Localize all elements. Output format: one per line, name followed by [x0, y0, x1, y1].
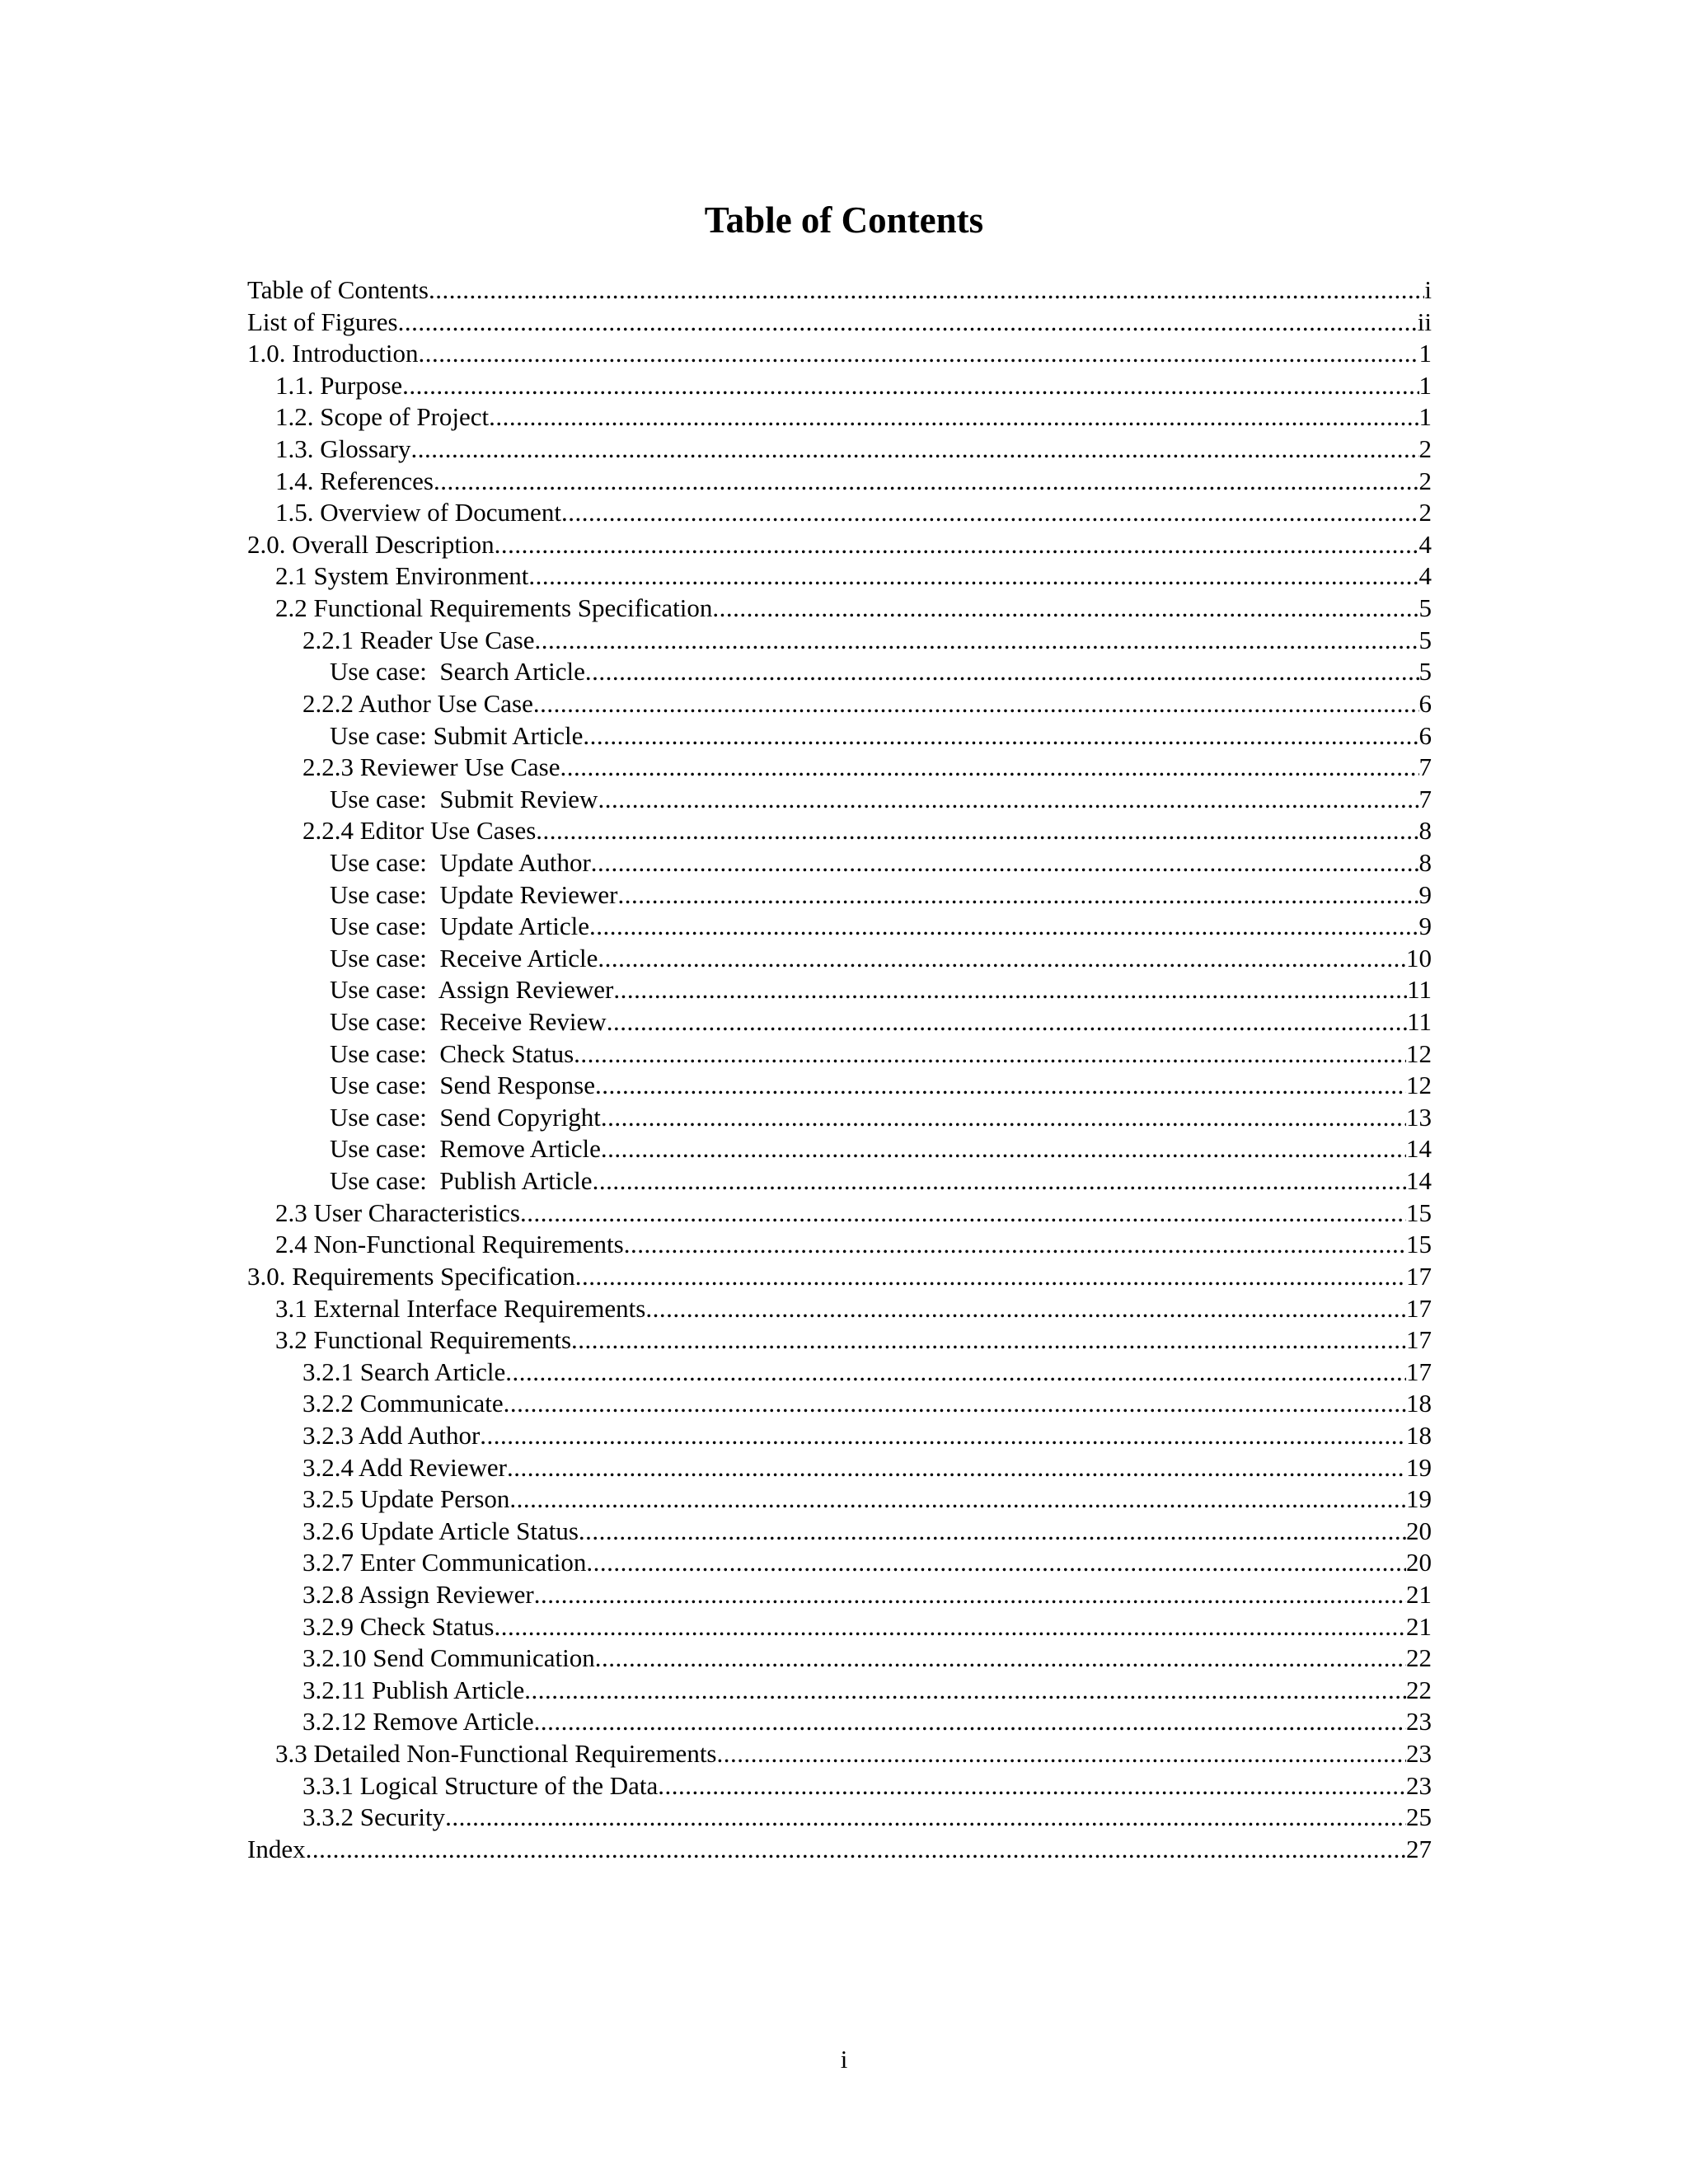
toc-entry-label: Use case: Publish Article [330, 1166, 593, 1196]
toc-entry[interactable] [247, 1102, 1432, 1134]
toc-entry[interactable] [247, 1547, 1432, 1579]
toc-entry-page-number: 2 [1418, 434, 1432, 464]
toc-dot-leader [617, 879, 1418, 912]
toc-dot-leader [607, 1006, 1407, 1038]
toc-dot-leader [658, 1770, 1406, 1802]
toc-dot-leader [595, 1070, 1406, 1102]
toc-entry-label: 1.3. Glossary [275, 434, 411, 464]
toc-entry-label: 2.2.4 Editor Use Cases [302, 816, 537, 846]
toc-entry-label: 3.3.1 Logical Structure of the Data [302, 1770, 659, 1800]
toc-entry-label: 2.4 Non-Functional Requirements [275, 1230, 624, 1259]
toc-entry-label: 3.2.9 Check Status [302, 1611, 495, 1641]
toc-dot-leader [595, 1643, 1406, 1675]
toc-entry-label: Use case: Receive Article [330, 943, 598, 972]
toc-dot-leader [434, 466, 1419, 498]
toc-entry-page-number: 19 [1406, 1484, 1432, 1514]
toc-entry-page-number: 8 [1418, 847, 1432, 877]
toc-entry-label: Use case: Remove Article [330, 1134, 601, 1164]
toc-dot-leader [419, 338, 1419, 370]
toc-dot-leader [598, 784, 1418, 816]
toc-dot-leader [398, 307, 1418, 339]
toc-dot-leader [528, 560, 1418, 593]
toc-entry-page-number: 5 [1418, 625, 1432, 654]
toc-dot-leader [520, 1197, 1406, 1230]
toc-entry-label: 3.2.3 Add Author [302, 1420, 481, 1450]
toc-entry-page-number: 18 [1406, 1389, 1432, 1418]
toc-entry-page-number: 1 [1418, 402, 1432, 432]
toc-entry-label: 2.3 User Characteristics [275, 1197, 520, 1227]
toc-entry-label: 3.2.6 Update Article Status [302, 1516, 579, 1545]
toc-entry[interactable] [247, 720, 1432, 752]
toc-entry-page-number: 5 [1418, 593, 1432, 623]
toc-entry-label: List of Figures [247, 307, 398, 336]
toc-entry[interactable] [247, 847, 1432, 879]
toc-entry-page-number: 17 [1406, 1357, 1432, 1386]
toc-entry-label: Use case: Check Status [330, 1038, 574, 1068]
toc-entry[interactable] [247, 1197, 1432, 1230]
toc-dot-leader [504, 1388, 1406, 1420]
toc-entry[interactable] [247, 1643, 1432, 1675]
toc-entry[interactable] [247, 943, 1432, 975]
toc-entry[interactable] [247, 1483, 1432, 1516]
toc-entry-page-number: 15 [1406, 1230, 1432, 1259]
toc-dot-leader [480, 1420, 1406, 1452]
toc-entry[interactable] [247, 1038, 1432, 1071]
toc-entry-label: 3.2.1 Search Article [302, 1357, 506, 1386]
toc-entry-page-number: 20 [1406, 1548, 1432, 1577]
toc-entry-page-number: 17 [1406, 1261, 1432, 1291]
toc-dot-leader [536, 815, 1418, 847]
toc-entry[interactable] [247, 1070, 1432, 1102]
toc-entry[interactable] [247, 338, 1432, 370]
toc-entry-page-number: 22 [1406, 1643, 1432, 1673]
toc-entry[interactable] [247, 497, 1432, 529]
toc-entry-label: Use case: Search Article [330, 657, 585, 687]
toc-dot-leader [507, 1452, 1406, 1484]
toc-entry-label: 3.2.11 Publish Article [302, 1675, 525, 1704]
toc-entry-page-number: 5 [1418, 657, 1432, 687]
toc-entry-label: 3.1 External Interface Requirements [275, 1293, 646, 1323]
toc-entry[interactable] [247, 974, 1432, 1006]
toc-entry-label: 1.2. Scope of Project [275, 402, 490, 432]
toc-entry-page-number: 8 [1418, 816, 1432, 846]
toc-entry-label: Table of Contents [247, 275, 429, 304]
toc-entry-page-number: 14 [1406, 1134, 1432, 1164]
toc-entry[interactable] [247, 593, 1432, 625]
toc-entry[interactable] [247, 1293, 1432, 1325]
toc-entry-label: 1.4. References [275, 466, 434, 495]
footer-page-number: i [840, 2045, 848, 2074]
toc-entry[interactable] [247, 752, 1432, 784]
toc-entry-page-number: 12 [1406, 1071, 1432, 1100]
toc-entry[interactable] [247, 1579, 1432, 1611]
toc-entry-page-number: 21 [1406, 1579, 1432, 1609]
toc-dot-leader [645, 1293, 1406, 1325]
toc-entry[interactable] [247, 307, 1432, 339]
toc-entry-page-number: 11 [1407, 1007, 1432, 1037]
toc-dot-leader [601, 1133, 1406, 1165]
toc-entry-label: 2.1 System Environment [275, 561, 529, 591]
toc-entry-page-number: 17 [1406, 1325, 1432, 1355]
toc-dot-leader [306, 1834, 1406, 1866]
toc-entry[interactable] [247, 466, 1432, 498]
toc-entry-label: 2.2.3 Reviewer Use Case [302, 752, 560, 782]
toc-dot-leader [613, 974, 1407, 1006]
toc-entry[interactable] [247, 1420, 1432, 1452]
toc-entry-page-number: 27 [1406, 1834, 1432, 1863]
toc-entry-page-number: 2 [1418, 498, 1432, 527]
toc-entry-label: 3.2.7 Enter Communication [302, 1548, 587, 1577]
toc-entry-label: 3.2.12 Remove Article [302, 1707, 534, 1736]
toc-entry[interactable] [247, 1388, 1432, 1420]
toc-dot-leader [579, 1516, 1406, 1548]
toc-entry-label: Use case: Send Response [330, 1071, 595, 1100]
toc-dot-leader [624, 1229, 1406, 1261]
toc-entry-page-number: 6 [1418, 720, 1432, 750]
toc-dot-leader [535, 625, 1419, 657]
toc-entry-label: 2.2 Functional Requirements Specification [275, 593, 713, 623]
toc-entry-label: 2.2.1 Reader Use Case [302, 625, 535, 654]
toc-entry[interactable] [247, 1006, 1432, 1038]
toc-entry-page-number: 22 [1406, 1675, 1432, 1704]
toc-entry[interactable] [247, 529, 1432, 561]
toc-entry-label: 3.0. Requirements Specification [247, 1261, 575, 1291]
toc-entry[interactable] [247, 1452, 1432, 1484]
toc-dot-leader [591, 847, 1419, 879]
toc-entry-label: 1.1. Purpose [275, 370, 403, 400]
toc-dot-leader [571, 1324, 1406, 1357]
toc-entry[interactable] [247, 1675, 1432, 1707]
toc-dot-leader [583, 720, 1418, 752]
toc-entry-label: 3.3 Detailed Non-Functional Requirements [275, 1739, 717, 1769]
toc-dot-leader [489, 401, 1418, 434]
toc-dot-leader [429, 274, 1424, 307]
toc-entry[interactable] [247, 1324, 1432, 1357]
toc-entry-label: 1.5. Overview of Document [275, 498, 561, 527]
toc-entry[interactable] [247, 560, 1432, 593]
toc-entry-label: 1.0. Introduction [247, 339, 419, 368]
toc-entry[interactable] [247, 879, 1432, 912]
toc-dot-leader [509, 1483, 1406, 1516]
toc-entry-page-number: 13 [1406, 1102, 1432, 1132]
toc-entry-page-number: i [1424, 275, 1432, 304]
toc-entry-label: Use case: Update Article [330, 912, 590, 941]
toc-entry-label: Use case: Assign Reviewer [330, 975, 614, 1005]
toc-entry-label: 2.0. Overall Description [247, 529, 495, 559]
toc-dot-leader [560, 752, 1419, 784]
toc-entry-page-number: 18 [1406, 1420, 1432, 1450]
toc-entry-page-number: 7 [1418, 784, 1432, 813]
toc-dot-leader [505, 1357, 1406, 1389]
toc-entry-label: Index [247, 1834, 306, 1863]
toc-entry[interactable] [247, 1770, 1432, 1802]
toc-entry-page-number: 9 [1418, 912, 1432, 941]
toc-entry-label: 3.2.8 Assign Reviewer [302, 1579, 534, 1609]
toc-dot-leader [598, 943, 1406, 975]
toc-entry[interactable] [247, 1834, 1432, 1866]
toc-entry-page-number: 4 [1418, 529, 1432, 559]
toc-entry[interactable] [247, 656, 1432, 688]
toc-dot-leader [589, 911, 1418, 943]
toc-entry[interactable] [247, 1802, 1432, 1834]
toc-dot-leader [534, 1706, 1406, 1738]
toc-dot-leader [495, 1611, 1407, 1643]
toc-entry[interactable] [247, 1516, 1432, 1548]
toc-entry[interactable] [247, 434, 1432, 466]
toc-entry-page-number: 7 [1418, 752, 1432, 782]
toc-entry-label: 3.2 Functional Requirements [275, 1325, 572, 1355]
toc-entry-page-number: 2 [1418, 466, 1432, 495]
toc-dot-leader [574, 1038, 1406, 1071]
toc-entry[interactable] [247, 401, 1432, 434]
toc-entry[interactable] [247, 274, 1432, 307]
toc-dot-leader [534, 1579, 1406, 1611]
toc-entry-label: Use case: Submit Review [330, 784, 598, 813]
toc-entry-page-number: 19 [1406, 1452, 1432, 1482]
toc-entry-label: Use case: Submit Article [330, 720, 584, 750]
toc-entry-label: 3.2.5 Update Person [302, 1484, 510, 1514]
toc-dot-leader [524, 1675, 1406, 1707]
toc-entry-page-number: 1 [1418, 339, 1432, 368]
toc-entry-label: Use case: Send Copyright [330, 1102, 601, 1132]
toc-dot-leader [593, 1165, 1406, 1197]
toc-entry-label: 3.3.2 Security [302, 1802, 446, 1832]
table-of-contents-list [247, 274, 1432, 1865]
toc-entry-label: 3.2.4 Add Reviewer [302, 1452, 507, 1482]
toc-dot-leader [586, 1547, 1406, 1579]
toc-entry-page-number: 10 [1406, 943, 1432, 972]
toc-entry-label: Use case: Update Author [330, 847, 591, 877]
toc-entry-label: Use case: Update Reviewer [330, 879, 618, 909]
toc-entry-page-number: 6 [1418, 688, 1432, 718]
toc-entry-page-number: 9 [1418, 879, 1432, 909]
toc-entry-page-number: 15 [1406, 1197, 1432, 1227]
toc-entry-label: 2.2.2 Author Use Case [302, 688, 533, 718]
toc-entry[interactable] [247, 1357, 1432, 1389]
toc-entry-page-number: 21 [1406, 1611, 1432, 1641]
toc-dot-leader [495, 529, 1419, 561]
toc-entry[interactable] [247, 370, 1432, 402]
toc-entry-page-number: 1 [1418, 370, 1432, 400]
toc-entry[interactable] [247, 784, 1432, 816]
toc-entry-page-number: 25 [1406, 1802, 1432, 1832]
toc-entry[interactable] [247, 815, 1432, 847]
toc-entry-page-number: 20 [1406, 1516, 1432, 1545]
toc-entry-page-number: 17 [1406, 1293, 1432, 1323]
toc-dot-leader [717, 1738, 1407, 1770]
toc-entry[interactable] [247, 1738, 1432, 1770]
toc-entry[interactable] [247, 1229, 1432, 1261]
toc-dot-leader [575, 1261, 1406, 1293]
toc-dot-leader [601, 1102, 1406, 1134]
toc-entry-page-number: 14 [1406, 1166, 1432, 1196]
toc-entry-page-number: 11 [1407, 975, 1432, 1005]
toc-entry[interactable] [247, 1165, 1432, 1197]
toc-entry[interactable] [247, 1706, 1432, 1738]
toc-dot-leader [585, 656, 1419, 688]
toc-dot-leader [402, 370, 1418, 402]
toc-dot-leader [533, 688, 1419, 720]
toc-entry-label: 3.2.10 Send Communication [302, 1643, 595, 1673]
toc-entry-page-number: 23 [1406, 1770, 1432, 1800]
toc-entry-page-number: 23 [1406, 1739, 1432, 1769]
toc-entry-page-number: 23 [1406, 1707, 1432, 1736]
toc-entry-label: 3.2.2 Communicate [302, 1389, 504, 1418]
toc-entry[interactable] [247, 688, 1432, 720]
toc-dot-leader [445, 1802, 1406, 1834]
toc-dot-leader [410, 434, 1418, 466]
toc-entry[interactable] [247, 1261, 1432, 1293]
toc-entry-label: Use case: Receive Review [330, 1007, 607, 1037]
toc-dot-leader [561, 497, 1419, 529]
toc-entry[interactable] [247, 1611, 1432, 1643]
page-title: Table of Contents [704, 199, 984, 241]
toc-entry[interactable] [247, 625, 1432, 657]
toc-entry[interactable] [247, 911, 1432, 943]
toc-entry-page-number: 4 [1418, 561, 1432, 591]
toc-entry[interactable] [247, 1133, 1432, 1165]
toc-dot-leader [712, 593, 1418, 625]
toc-entry-page-number: ii [1417, 307, 1432, 336]
toc-entry-page-number: 12 [1406, 1038, 1432, 1068]
